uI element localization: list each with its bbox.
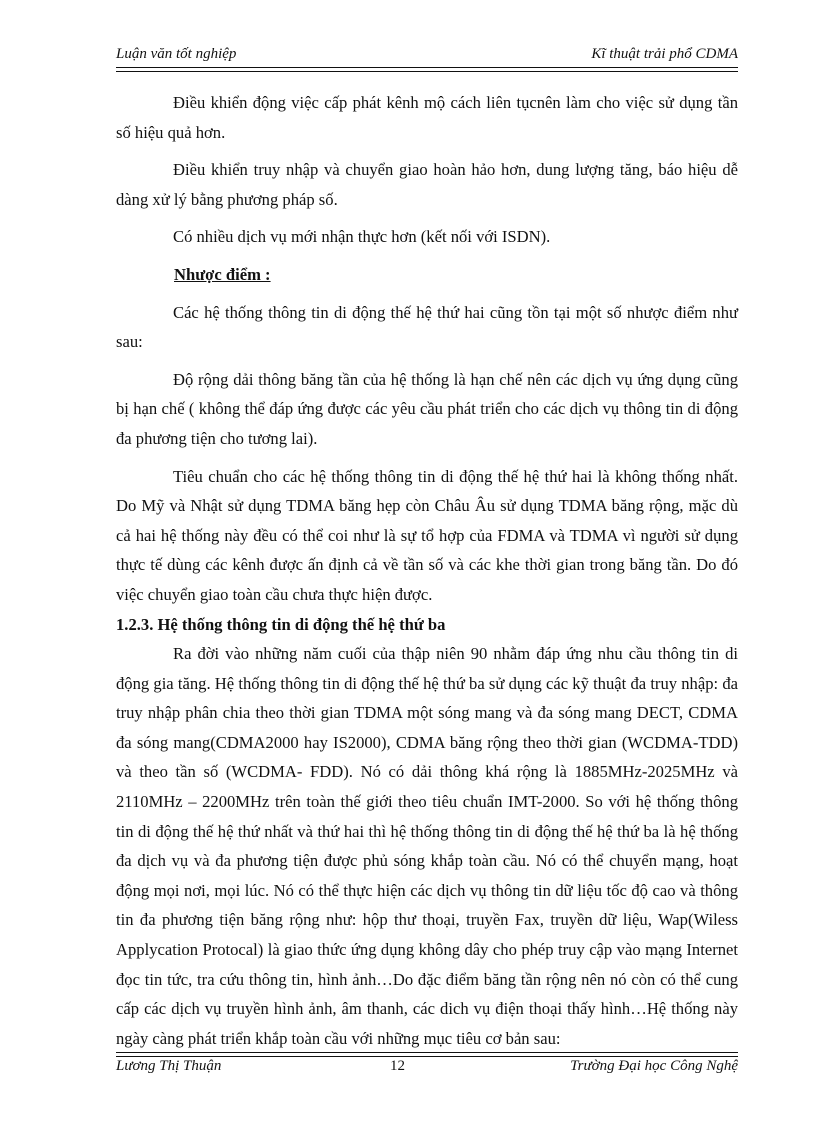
paragraph: Có nhiều dịch vụ mới nhận thực hơn (kết nối với ISDN).	[173, 227, 551, 247]
section-heading: 1.2.3. Hệ thống thông tin di động thế hệ thứ ba	[116, 614, 446, 634]
footer-rule	[116, 1052, 738, 1057]
page-header	[116, 46, 738, 68]
paragraph: Điều khiển truy nhập và chuyển giao hoàn hảo hơn, dung lượng tăng, báo hiệu dễ dàng xử lý bằng phương pháp số.	[116, 160, 738, 209]
header-rule	[116, 67, 738, 72]
footer-university: Trường Đại học Công Nghệ	[570, 1058, 738, 1074]
paragraph: Các hệ thống thông tin di động thế hệ thứ hai cũng tồn tại một số nhược điểm như sau:	[116, 302, 738, 352]
page-footer	[116, 1058, 738, 1080]
page-number: 12	[390, 1058, 405, 1074]
header-thesis-label: Luận văn tốt nghiệp	[116, 46, 237, 62]
paragraph: Tiêu chuẩn cho các hệ thống thông tin di động thế hệ thứ hai là không thống nhất. Do Mỹ và Nhật sử dụng TDMA băng hẹp còn Châu Âu sử dụng TDMA băng rộng, mặc dù cả hai hệ thống này đều có thể coi như là sự tổ hợp của FDMA và TDMA vì người sử dụng thực tế dùng các kênh được ấn định cả về tần số và các khe thời gian trong băng tần. Do đó việc chuyển giao toàn cầu chưa thực hiện được.	[116, 466, 738, 604]
paragraph: Độ rộng dải thông băng tần của hệ thống là hạn chế nên các dịch vụ ứng dụng cũng bị hạn chế ( không thể đáp ứng được các yêu cầu phát triển cho các dịch vụ thông tin di động đa phương tiện cho tương lai).	[116, 369, 738, 448]
header-topic-label: Kĩ thuật trải phổ CDMA	[591, 46, 738, 62]
paragraph: Ra đời vào những năm cuối của thập niên 90 nhằm đáp ứng nhu cầu thông tin di động gia tăng. Hệ thống thông tin di động thế hệ thứ ba sử dụng các kỹ thuật đa truy nhập: đa truy nhập phân chia theo thời gian TDMA một sóng mang và đa sóng mang DECT, CDMA đa sóng mang(CDMA2000 hay IS2000), CDMA băng rộng theo thời gian (WCDMA-TDD) và theo tần số (WCDMA- FDD). Nó có dải thông khá rộng là 1885MHz-2025MHz và 2110MHz – 2200MHz trên toàn thế giới theo tiêu chuẩn IMT-2000. So với hệ thống thông tin di động thế hệ thứ nhất và thứ hai thì hệ thống thông tin di động thế hệ thứ ba là hệ thống đa dịch vụ và đa phương tiện được phủ sóng khắp toàn cầu. Nó có thể chuyển mạng, hoạt động mọi nơi, mọi lúc. Nó có thể thực hiện các dịch vụ thông tin dữ liệu tốc độ cao và thông tin đa phương tiện băng rộng như: hộp thư thoại, truyền Fax, truyền dữ liệu, Wap(Wiless Applycation Protocal) là giao thức ứng dụng không dây cho phép truy cập vào mạng Internet đọc tin tức, tra cứu thông tin, hình ảnh…Do đặc điểm băng tần rộng nên nó còn có thể cung cấp các dịch vụ truyền hình ảnh, âm thanh, các dich vụ điện thoại thấy hình…Hệ thống này ngày càng phát triển khắp toàn cầu với những mục tiêu cơ bản sau:	[116, 644, 738, 1048]
document-body	[116, 88, 738, 1053]
subheading-disadvantages: Nhược điểm :	[174, 264, 271, 284]
footer-author: Lương Thị Thuận	[116, 1058, 222, 1074]
paragraph: Điều khiển động việc cấp phát kênh mộ cách liên tụcnên làm cho việc sử dụng tần số hiệu quả hơn.	[116, 93, 738, 142]
